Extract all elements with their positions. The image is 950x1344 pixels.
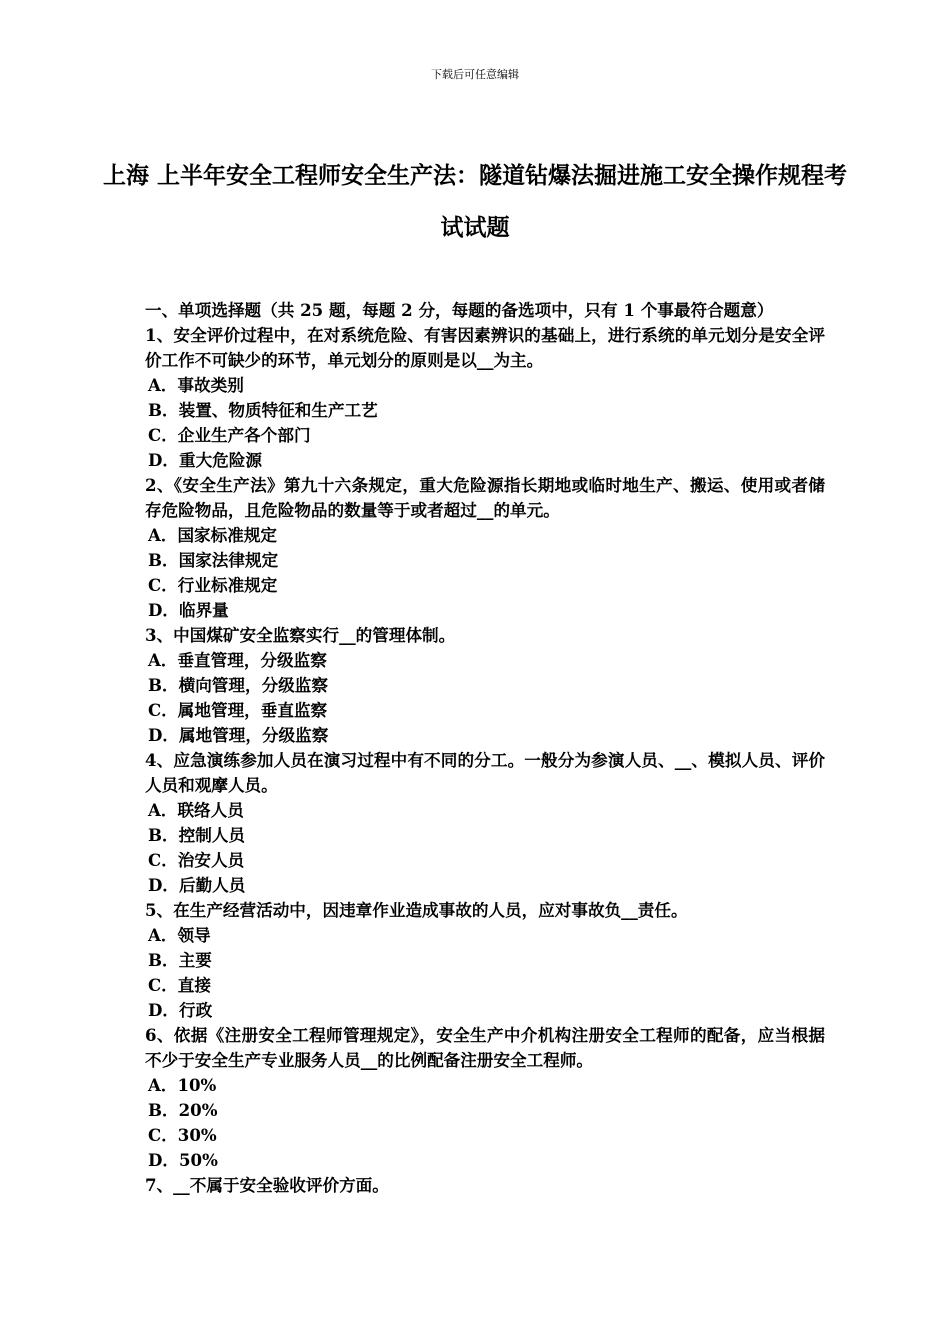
question-block xyxy=(145,1023,825,1173)
answer-option: A．10% xyxy=(148,1075,217,1095)
answer-option: D．行政 xyxy=(148,1000,213,1020)
question-stem: 6、依据《注册安全工程师管理规定》，安全生产中介机构注册安全工程师的配备，应当根据不少于安全生产专业服务人员__的比例配备注册安全工程师。 xyxy=(145,1025,825,1070)
answer-option: C．30% xyxy=(148,1125,217,1145)
document-title: 上海 上半年安全工程师安全生产法：隧道钻爆法掘进施工安全操作规程考试试题 xyxy=(102,162,847,241)
answer-option: C．企业生产各个部门 xyxy=(148,425,311,445)
question-block xyxy=(145,1173,825,1198)
question-stem: 2、《安全生产法》第九十六条规定，重大危险源指长期地或临时地生产、搬运、使用或者储存危险物品，且危险物品的数量等于或者超过__的单元。 xyxy=(145,475,825,520)
question-block xyxy=(145,473,825,623)
answer-option: D．临界量 xyxy=(148,600,229,620)
answer-option: A．联络人员 xyxy=(148,800,244,820)
answer-option: B．装置、物质特征和生产工艺 xyxy=(148,400,378,420)
question-list xyxy=(145,323,825,1198)
answer-option: B．国家法律规定 xyxy=(148,550,279,570)
answer-option: D．后勤人员 xyxy=(148,875,246,895)
answer-option: B．控制人员 xyxy=(148,825,245,845)
answer-option: C．属地管理，垂直监察 xyxy=(148,700,328,720)
answer-option: B．20% xyxy=(148,1100,218,1120)
header-note: 下载后可任意编辑 xyxy=(431,68,519,81)
question-stem: 1、安全评价过程中，在对系统危险、有害因素辨识的基础上，进行系统的单元划分是安全评价工作不可缺少的环节，单元划分的原则是以__为主。 xyxy=(145,325,825,370)
answer-option: B．主要 xyxy=(148,950,212,970)
question-block xyxy=(145,898,825,1023)
question-block xyxy=(145,748,825,898)
answer-option: D．50% xyxy=(148,1150,218,1170)
answer-option: C．治安人员 xyxy=(148,850,245,870)
question-stem: 4、应急演练参加人员在演习过程中有不同的分工。一般分为参演人员、__、模拟人员、评价人员和观摩人员。 xyxy=(145,750,825,795)
question-stem: 3、中国煤矿安全监察实行__的管理体制。 xyxy=(145,625,456,645)
answer-option: C．行业标准规定 xyxy=(148,575,278,595)
answer-option: A．垂直管理，分级监察 xyxy=(148,650,327,670)
answer-option: C．直接 xyxy=(148,975,211,995)
question-stem: 7、__不属于安全验收评价方面。 xyxy=(145,1175,389,1195)
answer-option: A．事故类别 xyxy=(148,375,244,395)
answer-option: A．国家标准规定 xyxy=(148,525,278,545)
answer-option: D．重大危险源 xyxy=(148,450,262,470)
question-block xyxy=(145,323,825,473)
question-stem: 5、在生产经营活动中，因违章作业造成事故的人员，应对事故负__责任。 xyxy=(145,900,688,920)
exam-content xyxy=(145,298,825,1198)
answer-option: A．领导 xyxy=(148,925,211,945)
answer-option: D．属地管理，分级监察 xyxy=(148,725,329,745)
question-block xyxy=(145,623,825,748)
answer-option: B．横向管理，分级监察 xyxy=(148,675,328,695)
section-heading: 一、单项选择题（共 25 题，每题 2 分，每题的备选项中，只有 1 个事最符合题意） xyxy=(145,300,774,320)
